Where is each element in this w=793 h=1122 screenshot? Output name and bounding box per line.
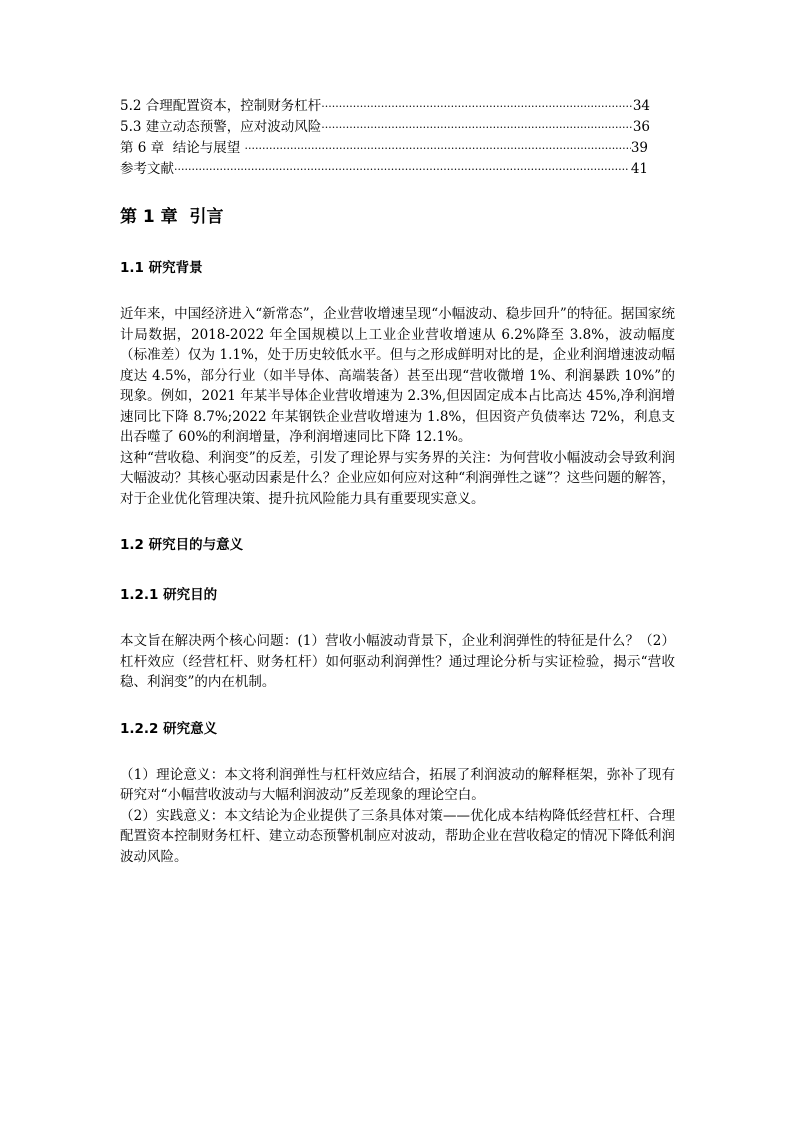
paragraph-background-2: 这种“营收稳、利润变”的反差，引发了理论界与实务界的关注：为何营收小幅波动会导致利润大幅波动？其核心驱动因素是什么？企业应如何应对这种“利润弹性之谜”？这些问题的解答，对于企业优化管理决策、提升抗风险能力具有重要现实意义。 xyxy=(120,449,675,507)
toc-entry-page: 39 xyxy=(630,140,648,156)
chapter-heading: 第 1 章 引言 xyxy=(120,207,224,227)
table-of-contents xyxy=(120,96,675,180)
paragraph-significance-practice: （2）实践意义：本文结论为企业提供了三条具体对策——优化成本结构降低经营杠杆、合理配置资本控制财务杠杆、建立动态预警机制应对波动，帮助企业在营收稳定的情况下降低利润波动风险。 xyxy=(120,807,675,865)
section-heading-1-1: 1.1 研究背景 xyxy=(120,260,203,276)
toc-entry-label: 参考文献 xyxy=(120,161,174,177)
toc-entry[interactable] xyxy=(120,96,650,117)
section-heading-1-2-2: 1.2.2 研究意义 xyxy=(120,720,218,737)
toc-leader-dots xyxy=(321,96,633,117)
toc-entry-label: 5.2 合理配置资本，控制财务杠杆 xyxy=(120,98,322,114)
section-heading-1-2: 1.2 研究目的与意义 xyxy=(120,537,244,553)
toc-entry-page: 36 xyxy=(632,119,650,135)
toc-entry-label: 第 6 章 结论与展望 xyxy=(120,140,245,156)
toc-leader-dots xyxy=(174,159,631,180)
toc-entry[interactable] xyxy=(120,159,648,180)
toc-entry[interactable] xyxy=(120,117,650,138)
section-heading-1-2-1: 1.2.1 研究目的 xyxy=(120,587,218,603)
toc-entry-label: 5.3 建立动态预警，应对波动风险 xyxy=(120,119,322,135)
paragraph-background-1: 近年来，中国经济进入“新常态”，企业营收增速呈现“小幅波动、稳步回升”的特征。据国家统计局数据，2018-2022 年全国规模以上工业企业营收增速从 6.2%降至 3.8%，波动幅度（标准差）仅为 1.1%，处于历史较低水平。但与之形成鲜明对比的是，企业利润增速波动幅度达 4.5%，部分行业（如半导体、高端装备）甚至出现“营收微增 1%、利润暴跌 10%”的现象。例如，2021 年某半导体企业营收增速为 2.3%,但因固定成本占比高达 45%,净利润增速同比下降 8.7%;2022 年某钢铁企业营收增速为 1.8%，但因资产负债率达 72%，利息支出吞噬了 60%的利润增量，净利润增速同比下降 12.1%。 xyxy=(120,306,675,445)
toc-leader-dots xyxy=(245,138,631,159)
paragraph-purpose: 本文旨在解决两个核心问题：(1）营收小幅波动背景下，企业利润弹性的特征是什么？（2）杠杆效应（经营杠杆、财务杠杆）如何驱动利润弹性？通过理论分析与实证检验，揭示“营收稳、利润变”的内在机制。 xyxy=(120,633,675,690)
toc-entry[interactable] xyxy=(120,138,648,159)
paragraph-significance-theory: （1）理论意义：本文将利润弹性与杠杆效应结合，拓展了利润波动的解释框架，弥补了现有研究对“小幅营收波动与大幅利润波动”反差现象的理论空白。 xyxy=(120,766,675,803)
toc-leader-dots xyxy=(321,117,633,138)
toc-entry-page: 34 xyxy=(632,98,650,114)
document-page xyxy=(120,96,675,867)
toc-entry-page: 41 xyxy=(630,161,648,177)
